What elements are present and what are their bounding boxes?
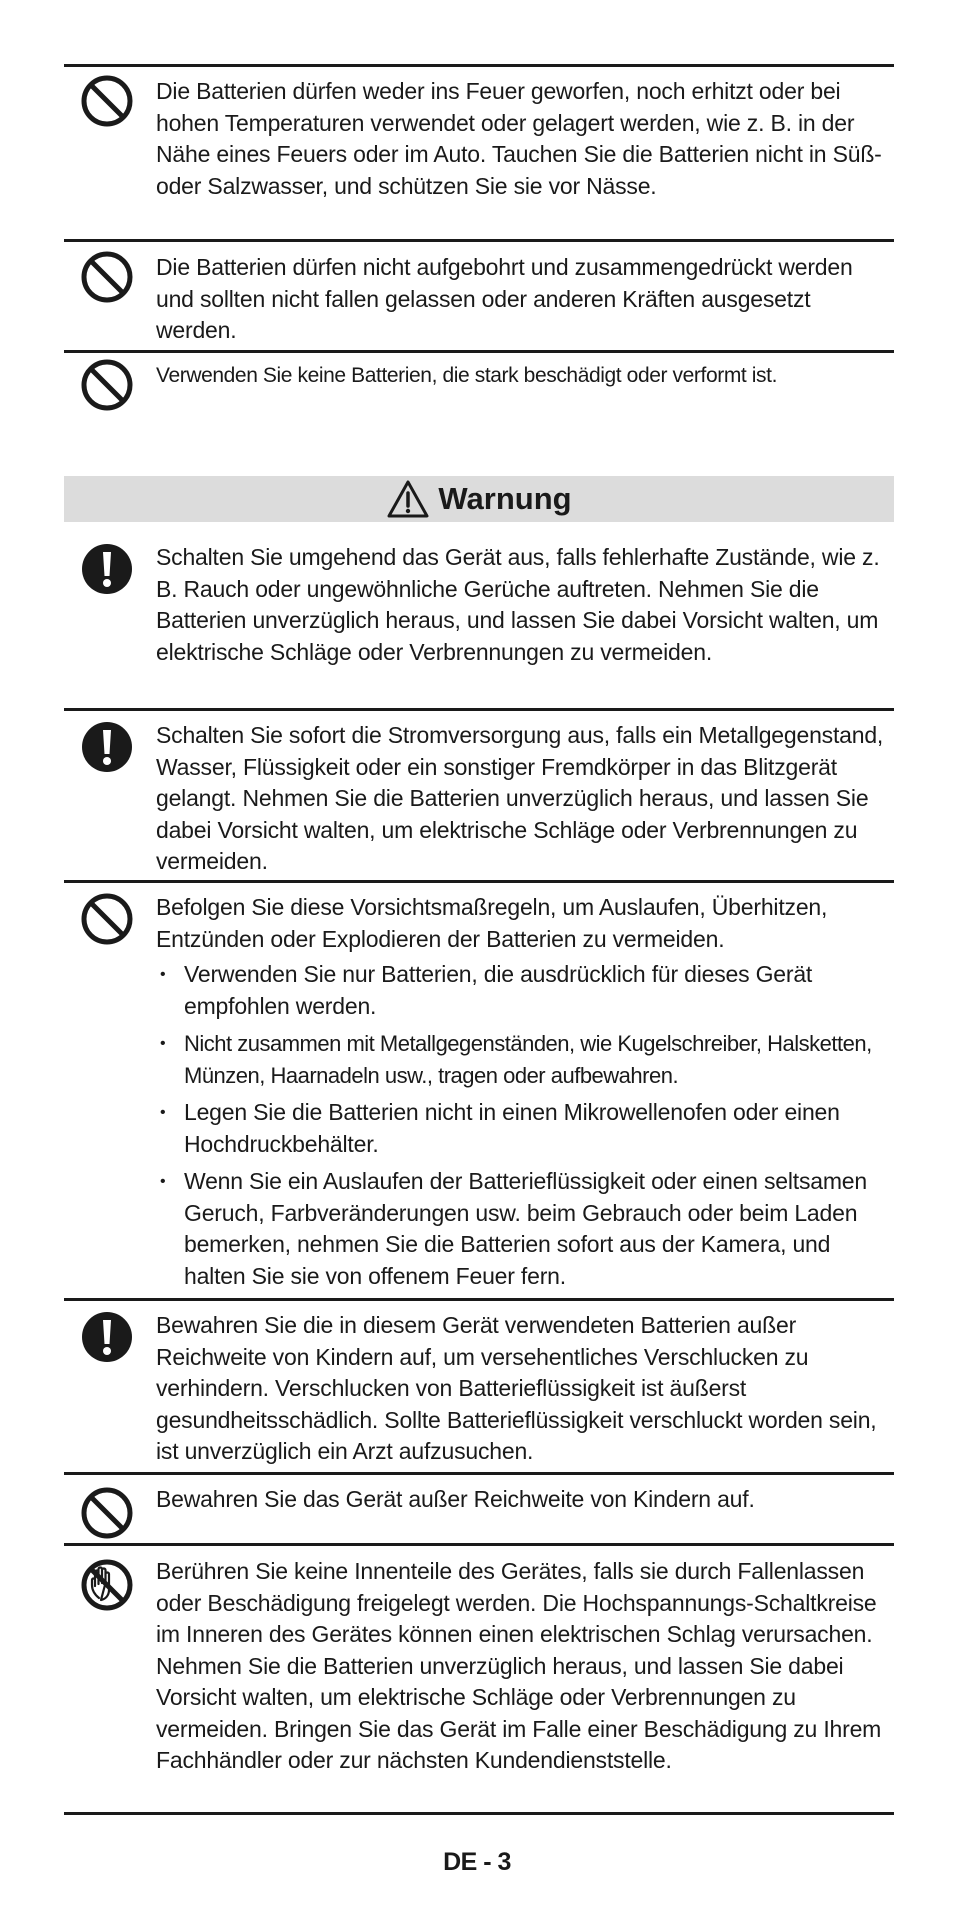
safety-item xyxy=(64,536,894,706)
bullet-dot: • xyxy=(160,1173,166,1190)
prohibition-icon xyxy=(80,74,134,128)
prohibition-icon xyxy=(80,892,134,946)
bullet-dot: • xyxy=(160,966,166,983)
prohibition-icon xyxy=(80,250,134,304)
list-item-text: Legen Sie die Batterien nicht in einen Mikrowellenofen oder einen Hochdruckbehälter. xyxy=(184,1099,840,1157)
list-item-text: Wenn Sie ein Auslaufen der Batterieflüssigkeit oder einen seltsamen Geruch, Farbveränderungen usw. beim Gebrauch oder beim Laden bemerken, nehmen Sie die Batterien sofort aus der Kamera, und halten Sie sie von offenem Feuer fern. xyxy=(184,1168,867,1289)
safety-text: Schalten Sie sofort die Stromversorgung aus, falls ein Metallgegenstand, Wasser, Flüssigkeit oder ein sonstiger Fremdkörper in das Blitzgerät gelangt. Nehmen Sie die Batterien unverzüglich heraus, und lassen Sie dabei Vorsicht walten, um elektrische Schläge oder Verbrennungen zu vermeiden. xyxy=(156,722,884,874)
safety-item xyxy=(64,352,894,412)
safety-item xyxy=(64,64,894,240)
list-item-text: Verwenden Sie nur Batterien, die ausdrücklich für dieses Gerät empfohlen werden. xyxy=(184,961,813,1019)
mandatory-action-icon xyxy=(80,1310,134,1364)
warning-title: Warnung xyxy=(438,481,572,516)
bullet-dot: • xyxy=(160,1104,166,1121)
safety-item xyxy=(64,882,894,1298)
safety-item xyxy=(64,1546,894,1810)
list-item-text: Nicht zusammen mit Metallgegenständen, wie Kugelschreiber, Halsketten, Münzen, Haarnadeln usw., tragen oder aufbewahren. xyxy=(184,1031,872,1088)
safety-text: Die Batterien dürfen weder ins Feuer geworfen, noch erhitzt oder bei hohen Temperaturen verwendet oder gelagert werden, wie z. B. in der Nähe eines Feuers oder im Auto. Tauchen Sie die Batterien nicht in Süß- oder Salzwasser, und schützen Sie sie vor Nässe. xyxy=(156,78,882,199)
page-number: DE - 3 xyxy=(443,1848,511,1876)
precaution-list xyxy=(156,959,892,1292)
bullet-dot: • xyxy=(160,1035,166,1052)
mandatory-action-icon xyxy=(80,542,134,596)
warning-triangle-icon xyxy=(386,479,430,519)
list-item xyxy=(156,1166,892,1292)
safety-text: Befolgen Sie diese Vorsichtsmaßregeln, um Auslaufen, Überhitzen, Entzünden oder Explodieren der Batterien zu vermeiden. xyxy=(156,894,828,952)
prohibition-icon xyxy=(80,358,134,412)
safety-text: Verwenden Sie keine Batterien, die stark beschädigt oder verformt ist. xyxy=(156,364,778,387)
safety-text-block xyxy=(156,892,892,1298)
prohibition-icon xyxy=(80,1486,134,1540)
safety-text: Berühren Sie keine Innenteile des Gerätes, falls sie durch Fallenlassen oder Beschädigung freigelegt werden. Die Hochspannungs-Schaltkreise im Inneren des Gerätes können einen elektrischen Schlag verursachen. Nehmen Sie die Batterien unverzüglich heraus, und lassen Sie dabei Vorsicht walten, um elektrische Schläge oder Verbrennungen zu vermeiden. Bringen Sie das Gerät im Falle einer Beschädigung zu Ihrem Fachhändler oder zur nächsten Kundendienststelle. xyxy=(156,1558,882,1773)
safety-text: Bewahren Sie die in diesem Gerät verwendeten Batterien außer Reichweite von Kindern auf, um versehentliches Verschlucken zu verhindern. Verschlucken von Batterieflüssigkeit ist äußerst gesundheitsschädlich. Sollte Batterieflüssigkeit verschluckt worden sein, ist unverzüglich ein Arzt aufzusuchen. xyxy=(156,1312,877,1464)
safety-item xyxy=(64,240,894,350)
mandatory-action-icon xyxy=(80,720,134,774)
safety-item xyxy=(64,1474,894,1544)
warning-banner xyxy=(64,476,894,522)
list-item xyxy=(156,1097,892,1160)
safety-text: Bewahren Sie das Gerät außer Reichweite von Kindern auf. xyxy=(156,1486,755,1512)
safety-text: Die Batterien dürfen nicht aufgebohrt und zusammengedrückt werden und sollten nicht fallen gelassen oder anderen Kräften ausgesetzt werden. xyxy=(156,254,853,343)
do-not-touch-icon xyxy=(80,1558,134,1612)
list-item xyxy=(156,959,892,1022)
divider xyxy=(64,1812,894,1815)
safety-item xyxy=(64,710,894,880)
safety-text: Schalten Sie umgehend das Gerät aus, falls fehlerhafte Zustände, wie z. B. Rauch oder ungewöhnliche Gerüche auftreten. Nehmen Sie die Batterien unverzüglich heraus, und lassen Sie dabei Vorsicht walten, um elektrische Schläge oder Verbrennungen zu vermeiden. xyxy=(156,544,880,665)
list-item xyxy=(156,1028,892,1091)
safety-item xyxy=(64,1300,894,1472)
